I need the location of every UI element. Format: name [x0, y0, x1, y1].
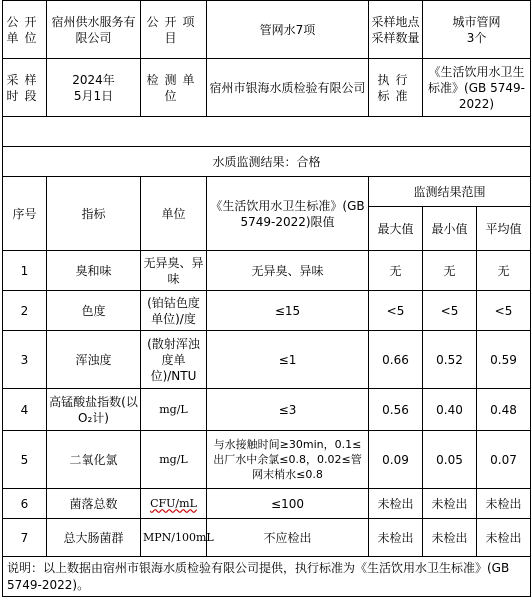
- table-row: [3, 489, 531, 519]
- row-min: 无: [423, 251, 477, 291]
- row-limit: ≤3: [207, 389, 369, 431]
- row-index: 4: [3, 389, 47, 431]
- row-avg: 0.48: [477, 389, 531, 431]
- row-min: 未检出: [423, 489, 477, 519]
- col-limit: 《生活饮用水卫生标准》(GB 5749-2022)限值: [207, 177, 369, 251]
- blank-row: [3, 117, 531, 147]
- row-max: 0.66: [369, 331, 423, 389]
- result-text: 水质监测结果：合格: [3, 147, 531, 177]
- sampling-period-value: 2024年 5月1日: [47, 59, 141, 117]
- public-item-label: 公开项目: [141, 1, 207, 59]
- standard-label: 执行标准: [369, 59, 423, 117]
- blank-cell: [3, 117, 531, 147]
- row-indicator: 臭和味: [47, 251, 141, 291]
- row-unit: [141, 489, 207, 519]
- sampling-location-label: 采样地点 采样数量: [369, 1, 423, 59]
- note-row: [3, 557, 531, 597]
- public-unit-value: 宿州供水服务有限公司: [47, 1, 141, 59]
- row-unit: mg/L: [141, 389, 207, 431]
- row-min: <5: [423, 291, 477, 331]
- table-row: [3, 291, 531, 331]
- row-unit-text: CFU/mL: [150, 496, 197, 510]
- testing-unit-label: 检测单位: [141, 59, 207, 117]
- public-item-value: 管网水7项: [207, 1, 369, 59]
- col-indicator: 指标: [47, 177, 141, 251]
- row-avg: 无: [477, 251, 531, 291]
- column-header-row-1: [3, 177, 531, 207]
- row-index: 5: [3, 431, 47, 489]
- table-row: [3, 431, 531, 489]
- row-avg: <5: [477, 291, 531, 331]
- row-min: 0.05: [423, 431, 477, 489]
- row-max: 无: [369, 251, 423, 291]
- row-min: 未检出: [423, 519, 477, 557]
- row-avg: 0.07: [477, 431, 531, 489]
- row-index: 2: [3, 291, 47, 331]
- note-text: 说明：以上数据由宿州市银海水质检验有限公司提供，执行标准为《生活饮用水卫生标准》(GB 5749-2022)。: [3, 557, 531, 597]
- standard-value: 《生活饮用水卫生标准》(GB 5749-2022): [423, 59, 531, 117]
- row-limit: ≤100: [207, 489, 369, 519]
- table-row: [3, 519, 531, 557]
- row-index: 1: [3, 251, 47, 291]
- row-limit: 不应检出: [207, 519, 369, 557]
- row-index: 6: [3, 489, 47, 519]
- row-unit: MPN/100mL: [141, 519, 207, 557]
- col-avg: 平均值: [477, 207, 531, 251]
- row-min: 0.40: [423, 389, 477, 431]
- row-limit: 与水接触时间≥30min，0.1≤出厂水中余氯≤0.8，0.02≤管网末梢水≤0.8: [207, 431, 369, 489]
- row-max: 0.56: [369, 389, 423, 431]
- col-range: 监测结果范围: [369, 177, 531, 207]
- row-max: <5: [369, 291, 423, 331]
- row-indicator: 高锰酸盐指数(以O₂计): [47, 389, 141, 431]
- col-index: 序号: [3, 177, 47, 251]
- row-indicator: 浑浊度: [47, 331, 141, 389]
- table-row: [3, 251, 531, 291]
- row-min: 0.52: [423, 331, 477, 389]
- col-unit: 单位: [141, 177, 207, 251]
- row-avg: 未检出: [477, 519, 531, 557]
- row-index: 3: [3, 331, 47, 389]
- sampling-location-value: 城市管网 3个: [423, 1, 531, 59]
- row-limit: 无异臭、异味: [207, 251, 369, 291]
- table-row: [3, 389, 531, 431]
- row-indicator: 二氧化氯: [47, 431, 141, 489]
- row-limit: ≤1: [207, 331, 369, 389]
- row-max: 未检出: [369, 519, 423, 557]
- row-index: 7: [3, 519, 47, 557]
- row-indicator: 色度: [47, 291, 141, 331]
- row-limit: ≤15: [207, 291, 369, 331]
- row-unit: (铂钴色度单位)/度: [141, 291, 207, 331]
- sampling-period-label: 采样时段: [3, 59, 47, 117]
- row-avg: 未检出: [477, 489, 531, 519]
- public-unit-label: 公开单位: [3, 1, 47, 59]
- table-row: [3, 331, 531, 389]
- row-max: 未检出: [369, 489, 423, 519]
- info-row-1: [3, 1, 531, 59]
- row-max: 0.09: [369, 431, 423, 489]
- result-row: [3, 147, 531, 177]
- water-quality-table: [2, 0, 531, 597]
- info-row-2: [3, 59, 531, 117]
- row-indicator: 菌落总数: [47, 489, 141, 519]
- row-avg: 0.59: [477, 331, 531, 389]
- col-min: 最小值: [423, 207, 477, 251]
- row-unit: (散射浑浊度单位)/NTU: [141, 331, 207, 389]
- row-indicator: 总大肠菌群: [47, 519, 141, 557]
- row-unit: mg/L: [141, 431, 207, 489]
- row-unit: 无异臭、异味: [141, 251, 207, 291]
- col-max: 最大值: [369, 207, 423, 251]
- testing-unit-value: 宿州市银海水质检验有限公司: [207, 59, 369, 117]
